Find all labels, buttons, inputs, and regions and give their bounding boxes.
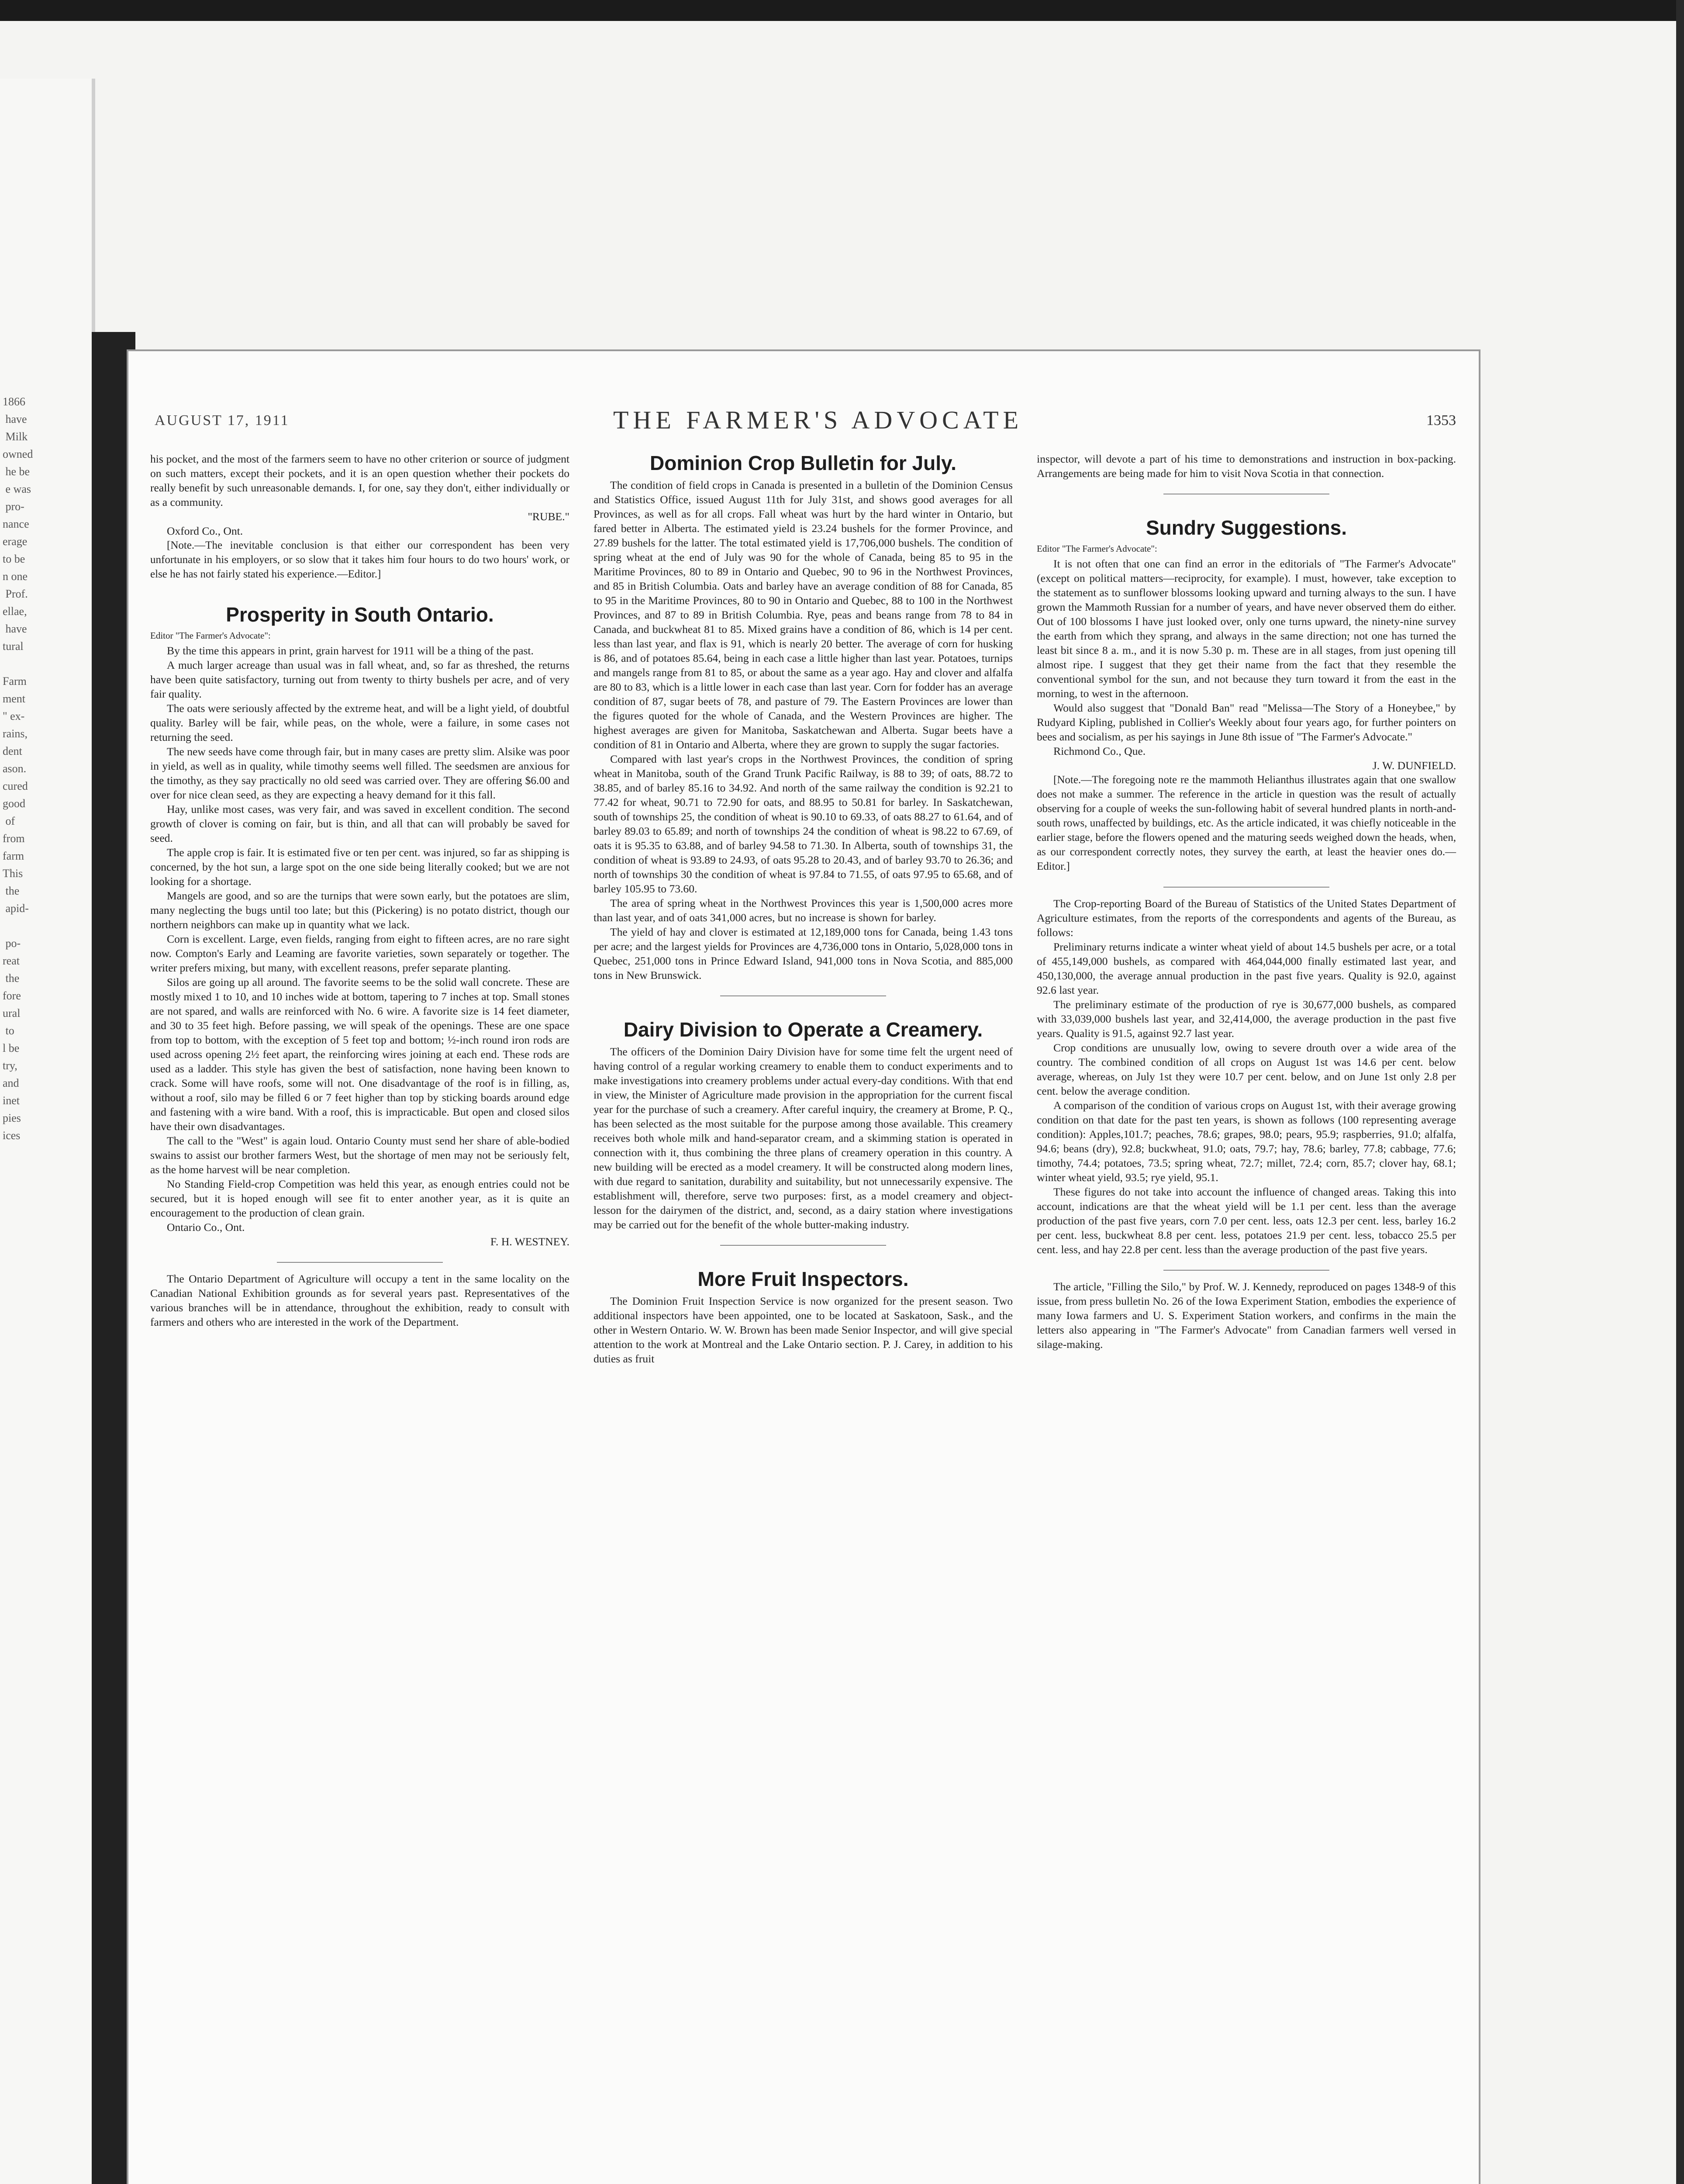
paragraph: The Ontario Department of Agriculture will occupy a tent in the same locality on the Canadian National Exhibition grounds as for several years past. Representatives of the various branches will be in attendance, throughout the exhibition, ready to consult with farmers and others who are interested in the work of the Department. <box>150 1272 569 1328</box>
newspaper-page <box>127 349 1480 2184</box>
column-3 <box>1037 452 1456 1351</box>
signature: F. H. WESTNEY. <box>490 1235 569 1248</box>
article-heading: Prosperity in South Ontario. <box>226 603 494 626</box>
place-line: Ontario Co., Ont. <box>167 1221 245 1234</box>
page-header <box>155 406 1456 439</box>
paragraph: The call to the "West" is again loud. Ontario County must send her share of able-bodied swains to assist our brother farmers West, but the shortage of men may not be seriously felt, as the home harvest will be near completion. <box>150 1134 569 1176</box>
paragraph: It is not often that one can find an error in the editorials of "The Farmer's Advocate" (except on political matters—reciprocity, for example). I must, however, take exception to the statement as to sunflower blossoms looking upward and turning always to the sun. I have grown the Mammoth Russian for a number of years, and have never observed them do either. Out of 100 blossoms I have just looked over, only one turns upward, the ninety-nine survey the earth from which they sprang, and always in the same direction; not one has turned the least bit since 8 a. m., and it is now 5.30 p. m. These are in all stages, from just opening till almost ripe. I suggest that they get their name from the fact that they resemble the conventional symbol for the sun, and not because they turn toward it from the east in the morning, to west in the afternoon. <box>1037 557 1456 700</box>
paragraph: Silos are going up all around. The favorite seems to be the solid wall concrete. These are mostly mixed 1 to 10, and 10 inches wide at bottom, tapering to 7 inches at top. Small stones are not spared, and walls are reinforced with No. 6 wire. A favorite size is 14 feet diameter, and 30 to 35 feet high. Before passing, we will speak of the openings. These are one space from top to bottom, with the exception of 5 feet top and bottom; ½-inch round iron rods are used across opening 2½ feet apart, the reinforcing wires joining at each end. These rods are used as a ladder. This style has given the best of satisfaction, none having been known to crack. Some will have roofs, some will not. One disadvantage of the roof is in filling, as, without a roof, silo may be filled 6 or 7 feet higher than top by sticking boards around edge and fastening with a wire band. With a roof, this is impracticable. But open and closed silos have their own disadvantages. <box>150 976 569 1133</box>
paragraph: inspector, will devote a part of his time to demonstrations and instruction in box-packing. Arrangements are being made for him to visit Nova Scotia in that connection. <box>1037 453 1456 480</box>
paragraph: The area of spring wheat in the Northwest Provinces this year is 1,500,000 acres more than last year, and of oats 341,000 acres, but no increase is shown for barley. <box>594 897 1013 924</box>
paragraph: A comparison of the condition of various crops on August 1st, with their average growing condition on that date for the past ten years, is shown as follows (100 representing average condition): Apples,101.7; peaches, 78.6; grapes, 98.0; pears, 95.9; raspberries, 91.0; alfalfa, 94.6; beans (dry), 92.8; buckwheat, 91.0; oats, 79.7; hay, 78.6; barley, 77.8; cabbage, 77.6; timothy, 74.4; potatoes, 73.5; spring wheat, 72.7; millet, 72.4; corn, 85.7; clover hay, 68.1; winter wheat yield, 93.5; rye yield, 95.1. <box>1037 1099 1456 1184</box>
masthead: THE FARMER'S ADVOCATE <box>613 406 1023 434</box>
paragraph: Hay, unlike most cases, was very fair, and was saved in excellent condition. The second growth of clover is coming on fair, but is thin, and all that can will probably be saved for seed. <box>150 803 569 844</box>
paragraph: Compared with last year's crops in the Northwest Provinces, the condition of spring wheat in Manitoba, south of the Grand Trunk Pacific Railway, is 88 to 39; of oats, 88.72 to 38.85, and of barley 85.16 to 34.92. And north of the same railway the condition is 92.21 to 77.42 for wheat, 90.71 to 72.90 for oats, and 88.95 to 50.81 for barley. In Saskatchewan, south of townships 25, the condition of wheat is 90.10 to 69.33, of oats 88.27 to 61.64, and of barley 89.03 to 65.89; and north of townships 24 the condition of wheat is 98.22 to 67.69, of oats it is 95.35 to 63.88, and of barley 94.58 to 71.30. In Alberta, south of townships 31, the condition of wheat is 93.89 to 24.93, of oats 95.28 to 20.43, and of barley 93.70 to 26.36; and north of townships 30 the condition of wheat is 97.84 to 71.55, of oats 97.95 to 65.68, and of barley 105.95 to 73.60. <box>594 753 1013 895</box>
signature: J. W. DUNFIELD. <box>1372 759 1456 772</box>
place-line: Oxford Co., Ont. <box>167 525 243 537</box>
article-heading: Sundry Suggestions. <box>1146 516 1347 539</box>
signature: "RUBE." <box>528 510 569 523</box>
paragraph: The officers of the Dominion Dairy Division have for some time felt the urgent need of having control of a regular working creamery to enable them to conduct experiments and to make investigations into creamery problems under actual every-day conditions. With that end in view, the Minister of Agriculture made provision in the appropriation for the current fiscal year for the purchase of such a creamery. After careful inquiry, the creamery at Brome, P. Q., has been selected as the most suitable for the purpose among those available. This creamery receives both whole milk and hand-separator cream, and a skimming station is operated in connection with it, thus combining the three plans of creamery operation in this country. A new building will be erected as a model creamery. It will be constructed along modern lines, with due regard to sanitation, durability and suitability, but not unnecessarily expensive. The establishment will, therefore, serve two purposes: first, as a model creamery and object-lesson for the dairymen of the district, and, second, as a dairy station where investigations may be carried out for the benefit of the whole butter-making industry. <box>594 1045 1013 1231</box>
left-page-text-fragments: 1866 have Milk owned he be e was pro- nance erage to be n one Prof. ellae, have tural Farm ment " ex- rains, dent ason. cured good of from farm This the apid- po- reat the fore ural to l be try, and inet pies ices <box>3 395 33 1142</box>
editor-salutation: Editor "The Farmer's Advocate": <box>1037 543 1157 554</box>
scan-frame-top <box>0 0 1684 21</box>
paragraph: The article, "Filling the Silo," by Prof. W. J. Kennedy, reproduced on pages 1348-9 of this issue, from press bulletin No. 26 of the Iowa Experiment Station, embodies the experience of many Iowa farmers and U. S. Experiment Station workers, and confirms in the main the letters also appearing in "The Farmer's Advocate" from Canadian farmers well versed in silage-making. <box>1037 1280 1456 1351</box>
paragraph: The condition of field crops in Canada is presented in a bulletin of the Dominion Census and Statistics Office, issued August 11th for July 31st, and shows good averages for all Provinces, as well as for all crops. Fall wheat was hurt by the hard winter in Ontario, but fared better in Alberta. The estimated yield is 23.24 bushels for the former Province, and 27.89 bushels for the latter. The total estimated yield is 17,706,000 bushels. The condition of spring wheat at the end of July was 90 for the whole of Canada, being 85 to 95 in the Maritime Provinces, 80 to 89 in Ontario and Quebec, 90 to 96 in the Northwest Provinces, and 85 in British Columbia. Oats and barley have an average condition of 88 for Canada, 85 to 95 in the Maritime Provinces, 80 to 90 in Ontario and Quebec, 88 to 100 in the Northwest Provinces, and 87 to 89 in British Columbia. Rye, peas and beans range from 78 to 84 in Canada, and buckwheat 81 to 85. Mixed grains have a condition of 86, which is 14 per cent. less than last year, and flax is 91, which is nearly 20 better. The average of corn for husking is 86, and of potatoes 85.64, being in each case a little higher than last year. Potatoes, turnips and mangels range from 81 to 85, or about the same as a year ago. Hay and clover and alfalfa are 80 to 83, which is a little lower in each case than last year. Corn for fodder has an average condition of 87, sugar beets of 78, and pasture of 79. The Eastern Provinces are lower than the figures quoted for the whole of Canada, and the Western Provinces are higher. The highest averages are given for Manitoba, Saskatchewan and Alberta. Sugar beets have a condition of 81 in Ontario and Alberta, where they are grown to supply the sugar factories. <box>594 479 1013 751</box>
divider <box>277 1262 443 1263</box>
editor-salutation: Editor "The Farmer's Advocate": <box>150 630 271 641</box>
divider <box>1163 887 1329 888</box>
paragraph: The new seeds have come through fair, but in many cases are pretty slim. Alsike was poor in yield, as well as in quality, while timothy seems well filled. The seedsmen are anxious for the timothy, as they say practically no old seed was carried over. They are offering $6.00 and over for nice clean seed, as they are expecting a heavy demand for it this fall. <box>150 745 569 801</box>
paragraph: Preliminary returns indicate a winter wheat yield of about 14.5 bushels per acre, or a total of 455,149,000 bushels, as compared with 464,044,000 finally estimated last year, and 450,130,000, the average annual production in the past five years. Quality is 92.0, against 92.6 last year. <box>1037 940 1456 996</box>
paragraph: Mangels are good, and so are the turnips that were sown early, but the potatoes are slim, many neglecting the bugs until too late; but this (Pickering) is no potato district, though our northern neighbors can make up in quantity what we lack. <box>150 889 569 931</box>
left-facing-page-edge <box>0 79 95 2184</box>
column-2 <box>594 452 1013 1366</box>
scan-frame-right <box>1676 0 1684 2184</box>
article-heading: Dairy Division to Operate a Creamery. <box>623 1018 983 1041</box>
paragraph: Crop conditions are unusually low, owing to severe drouth over a wide area of the country. The combined condition of all crops on August 1st was 14.6 per cent. below average, whereas, on July 1st they were 10.7 per cent. below, and on June 1st only 2.8 per cent. below the average condition. <box>1037 1041 1456 1097</box>
editor-note: [Note.—The inevitable conclusion is that either our correspondent has been very unfortunate in his employers, or so slow that it takes him four hours to do two hours' work, or else he has not fairly stated his experience.—Editor.] <box>150 539 569 580</box>
issue-date: AUGUST 17, 1911 <box>155 412 290 429</box>
paragraph: The Dominion Fruit Inspection Service is now organized for the present season. Two additional inspectors have been appointed, one to be located at Saskatoon, Sask., and the other in Western Ontario. W. W. Brown has been made Senior Inspector, and will give special attention to the work at Montreal and the Lake Ontario section. P. J. Carey, in addition to his duties as fruit <box>594 1295 1013 1365</box>
column-1 <box>150 452 569 1329</box>
paragraph: No Standing Field-crop Competition was held this year, as enough entries could not be secured, but it is hoped enough will see fit to enter another year, as it is quite an encouragement to the production of clean grain. <box>150 1178 569 1219</box>
page-number: 1353 <box>1426 412 1456 429</box>
divider <box>1163 1270 1329 1271</box>
paragraph: Corn is excellent. Large, even fields, ranging from eight to fifteen acres, are no rare sight now. Compton's Early and Leaming are favorite varieties, sown separately or together. The writer prefers mixing, but many, with excellent reasons, prefer separate planting. <box>150 933 569 974</box>
paragraph: his pocket, and the most of the farmers seem to have no other criterion or source of judgment on such matters, except their pockets, and it is an open question whether their pockets do really benefit by such unreasonable demands. I, for one, say they don't, either individually or as a community. <box>150 453 569 508</box>
paragraph: Would also suggest that "Donald Ban" read "Melissa—The Story of a Honeybee," by Rudyard Kipling, published in Collier's Weekly about four years ago, for further pointers on bees and socialism, as per his sayings in June 8th issue of "The Farmer's Advocate." <box>1037 702 1456 743</box>
paragraph: These figures do not take into account the influence of changed areas. Taking this into account, indications are that the wheat yield will be 1.1 per cent. less than the average production of the past five years, corn 7.0 per cent. less, oats 12.3 per cent. less, barley 16.2 per cent. less, buckwheat 8.8 per cent. less, potatoes 21.9 per cent. less, tobacco 25.5 per cent. less, and hay 22.8 per cent. less than the average production of the past five years. <box>1037 1185 1456 1256</box>
place-line: Richmond Co., Que. <box>1053 745 1146 757</box>
editor-note: [Note.—The foregoing note re the mammoth Helianthus illustrates again that one swallow does not make a summer. The reference in the article in question was the result of actually observing for a couple of weeks the sun-following habit of several hundred plants in north-and-south rows, unaffected by buildings, etc. As the article indicated, it was chiefly noticeable in the earlier stage, before the flowers opened and the maturing seeds weighed down the heads, when, as our correspondent correctly notes, they survey the earth, at least the heavier ones do.—Editor.] <box>1037 774 1456 872</box>
paragraph: The apple crop is fair. It is estimated five or ten per cent. was injured, so far as shipping is concerned, by the hot sun, a large spot on the one side being literally cooked; but we are not looking for a shortage. <box>150 846 569 888</box>
divider <box>720 995 886 996</box>
paragraph: The Crop-reporting Board of the Bureau of Statistics of the United States Department of Agriculture estimates, from the reports of the correspondents and agents of the Bureau, as follows: <box>1037 897 1456 939</box>
paragraph: By the time this appears in print, grain harvest for 1911 will be a thing of the past. <box>167 644 534 657</box>
article-heading: More Fruit Inspectors. <box>697 1268 909 1290</box>
paragraph: The yield of hay and clover is estimated at 12,189,000 tons for Canada, being 1.43 tons per acre; and the largest yields for Provinces are 4,736,000 tons in Ontario, 5,028,000 tons in Quebec, 251,000 tons in Prince Edward Island, 941,000 tons in Nova Scotia, and 885,000 tons in New Brunswick. <box>594 926 1013 981</box>
article-heading: Dominion Crop Bulletin for July. <box>650 452 956 474</box>
paragraph: A much larger acreage than usual was in fall wheat, and, so far as threshed, the returns have been quite satisfactory, turning out from twenty to thirty bushels per acre, and of very fair quality. <box>150 659 569 700</box>
paragraph: The preliminary estimate of the production of rye is 30,677,000 bushels, as compared with 33,039,000 bushels last year, and 32,414,000, the average production in the past five years. Quality is 91.5, against 92.7 last year. <box>1037 998 1456 1040</box>
paragraph: The oats were seriously affected by the extreme heat, and will be a light yield, of doubtful quality. Barley will be fair, while peas, on the whole, were a failure, in some cases not returning the seed. <box>150 702 569 743</box>
divider <box>720 1245 886 1246</box>
